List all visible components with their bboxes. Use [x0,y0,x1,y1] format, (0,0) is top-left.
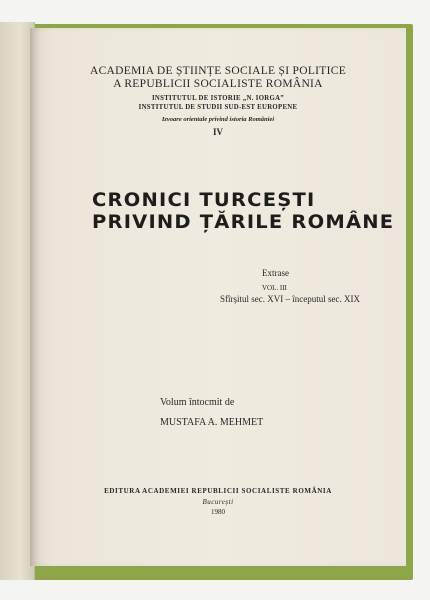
series-number: IV [212,127,223,137]
extrase-label: Extrase [262,268,289,278]
title-line-1: CRONICI TURCEȘTI [92,189,316,211]
publisher: EDITURA ACADEMIEI REPUBLICII SOCIALISTE ROMÂNIA [104,487,332,495]
institute-1: INSTITUTUL DE ISTORIE „N. IORGA” [151,95,285,102]
institute-2: INSTITUTUL DE STUDII SUD-EST EUROPENE [138,104,298,111]
series-name: Izvoare orientale privind istoria României [161,116,275,123]
academy-line-1: ACADEMIA DE ȘTIINȚE SOCIALE ȘI POLITICE [89,65,347,77]
publication-year: 1980 [211,508,225,516]
volume-label: VOL. III [262,284,287,292]
publication-city: București [202,498,234,506]
author-name: MUSTAFA A. MEHMET [160,417,264,428]
academy-line-2: A REPUBLICII SOCIALISTE ROMÂNIA [113,78,323,90]
period-label: Sfîrșitul sec. XVI – începutul sec. XIX [220,294,360,304]
author-intro: Volum întocmit de [160,397,235,408]
title-line-2: PRIVIND ȚĂRILE ROMÂNE [92,211,395,233]
